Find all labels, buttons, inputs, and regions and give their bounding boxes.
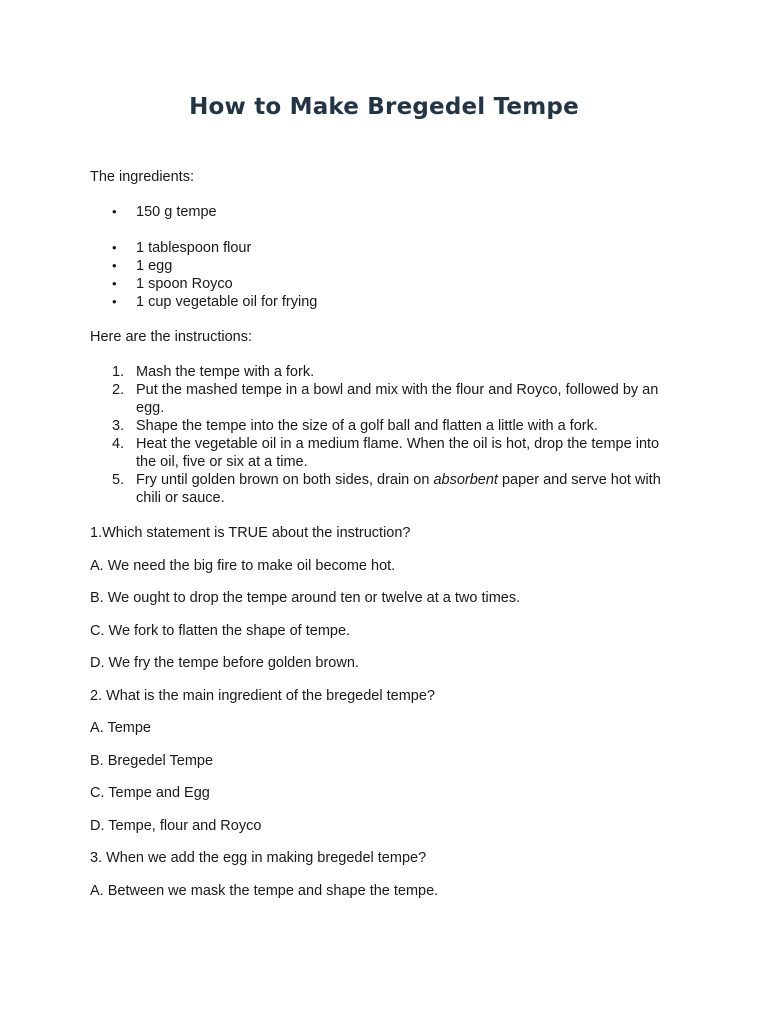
step-number: 3. bbox=[112, 418, 125, 434]
ingredients-heading: The ingredients: bbox=[90, 169, 194, 185]
question-text: 3. When we add the egg in making bregedel tempe? bbox=[90, 850, 427, 866]
step-text: Heat the vegetable oil in a medium flame. When the oil is hot, drop the tempe into the oil, five or six at a time. bbox=[136, 436, 660, 470]
page-title: How to Make Bregedel Tempe bbox=[189, 94, 579, 120]
answer-option: B. We ought to drop the tempe around ten or twelve at a two times. bbox=[90, 590, 521, 606]
answer-option: A. Between we mask the tempe and shape the tempe. bbox=[90, 882, 439, 899]
step-number: 2. bbox=[112, 382, 125, 398]
step-text-end: paper and serve hot with chili or sauce. bbox=[136, 472, 661, 506]
answer-option: D. We fry the tempe before golden brown. bbox=[90, 655, 359, 671]
question-text: 1.Which statement is TRUE about the instruction? bbox=[90, 525, 411, 541]
ingredient-item: • 1 cup vegetable oil for frying bbox=[90, 293, 670, 311]
document-body bbox=[90, 168, 670, 914]
instruction-step bbox=[90, 417, 670, 435]
ingredient-item: • 1 spoon Royco bbox=[90, 275, 670, 293]
step-text-italic: absorbent bbox=[433, 472, 498, 488]
step-text: Put the mashed tempe in a bowl and mix with the flour and Royco, followed by an egg. bbox=[136, 382, 659, 416]
question-text: 2. What is the main ingredient of the bregedel tempe? bbox=[90, 687, 435, 704]
instructions-list bbox=[90, 363, 670, 507]
step-text: Shape the tempe into the size of a golf ball and flatten a little with a fork. bbox=[136, 418, 598, 434]
instruction-step bbox=[90, 381, 670, 417]
ingredients-list bbox=[90, 239, 670, 311]
answer-option: D. Tempe, flour and Royco bbox=[90, 817, 262, 834]
ingredients-list-first bbox=[90, 203, 670, 221]
answer-option: C. Tempe and Egg bbox=[90, 785, 210, 801]
step-number: 1. bbox=[112, 364, 125, 380]
answer-option: B. Bregedel Tempe bbox=[90, 752, 214, 769]
step-number: 4. bbox=[112, 436, 125, 452]
step-number: 5. bbox=[112, 472, 125, 488]
step-text: Mash the tempe with a fork. bbox=[136, 364, 315, 380]
ingredient-item: • 1 egg bbox=[90, 257, 670, 275]
ingredient-item: • 1 tablespoon flour bbox=[90, 239, 670, 257]
answer-option: A. We need the big fire to make oil become hot. bbox=[90, 557, 396, 574]
instruction-step bbox=[90, 471, 670, 507]
answer-option: A. Tempe bbox=[90, 720, 151, 736]
instruction-step bbox=[90, 435, 670, 471]
answer-option: C. We fork to flatten the shape of tempe. bbox=[90, 622, 351, 639]
step-text-start: Fry until golden brown on both sides, drain on bbox=[136, 472, 434, 488]
ingredient-item: • 150 g tempe bbox=[90, 203, 670, 221]
instructions-heading: Here are the instructions: bbox=[90, 329, 252, 345]
instruction-step bbox=[90, 363, 670, 381]
